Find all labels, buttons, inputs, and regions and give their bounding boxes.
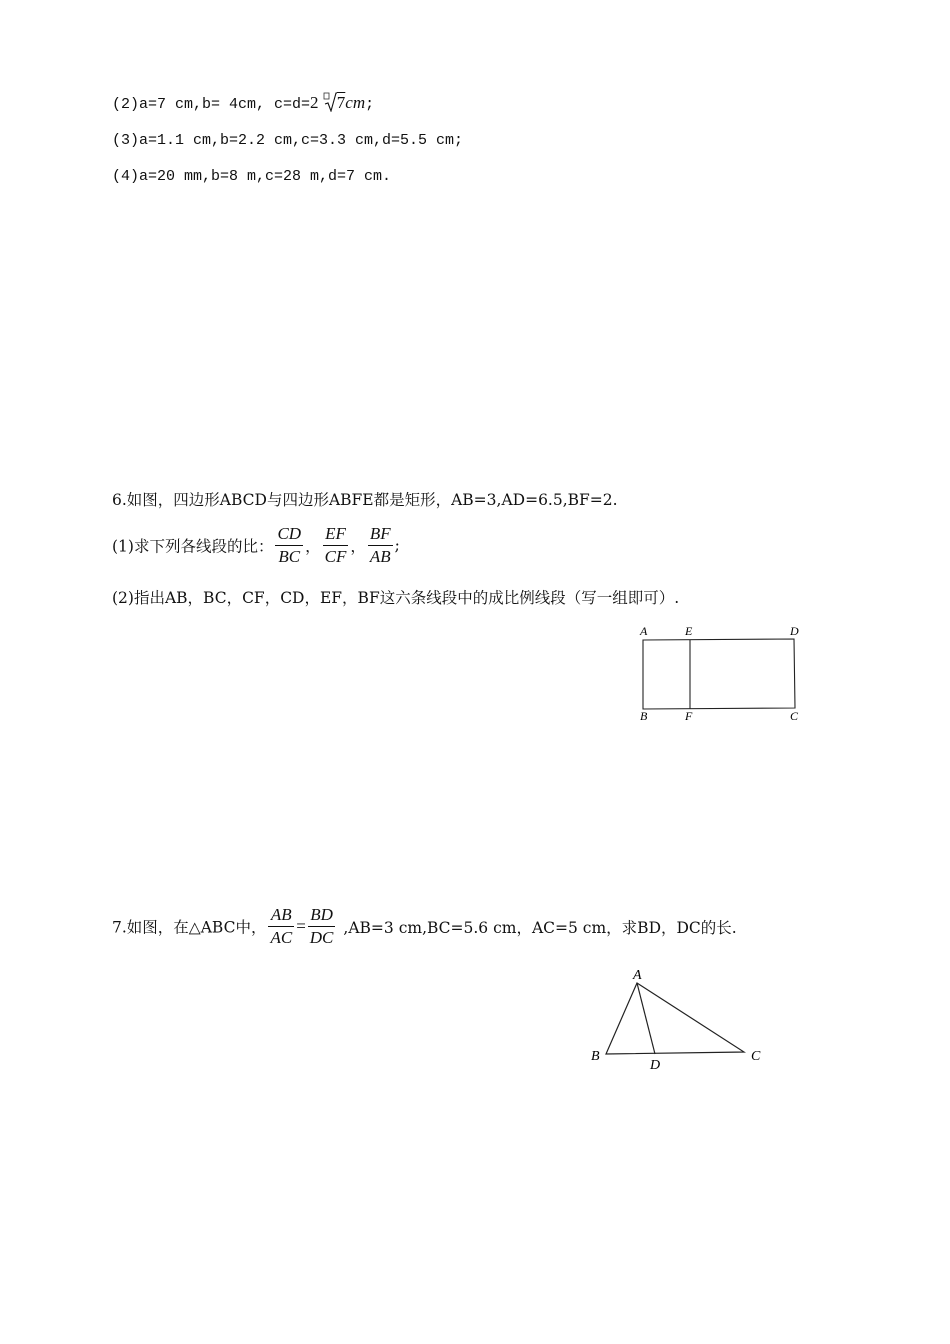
q6-stem: 6.如图，四边形ABCD与四边形ABFE都是矩形，AB=3,AD=6.5,BF=2.	[112, 491, 618, 509]
triangle-abc	[606, 983, 744, 1054]
q5-item-2	[112, 92, 374, 113]
q7-suffix: ,AB=3 cm,BC=5.6 cm，AC=5 cm，求BD，DC的长.	[343, 918, 737, 937]
triangle-figure	[582, 960, 772, 1075]
q5-item-2-text: (2)a=7 cm,b= 4cm, c=d=	[112, 96, 311, 113]
segment-ad	[637, 983, 655, 1054]
label-c: C	[751, 1049, 761, 1064]
label-b: B	[640, 709, 648, 723]
equals-sign: =	[296, 916, 306, 936]
fraction-numerator: CD	[275, 524, 303, 546]
q5-item-2-radicand: 7	[336, 93, 346, 112]
q7-prefix: 7.如图，在△ABC中，	[112, 918, 267, 937]
q6-part-2: (2)指出AB，BC，CF，CD，EF，BF这六条线段中的成比例线段（写一组即可）.	[112, 589, 680, 607]
label-a: A	[633, 968, 642, 983]
label-c: C	[790, 709, 799, 723]
q5-item-2-end: ;	[365, 96, 375, 113]
label-b: B	[591, 1049, 600, 1064]
q5-item-2-unit: cm	[345, 93, 366, 112]
label-d: D	[790, 624, 799, 638]
label-e: E	[685, 624, 693, 638]
q6-part-1	[112, 524, 400, 567]
q6-part-1-end: ;	[394, 536, 400, 555]
label-f: F	[685, 709, 693, 723]
fraction-denominator: CF	[324, 547, 347, 566]
fraction-bd-dc	[308, 905, 336, 948]
fraction-numerator: EF	[323, 524, 349, 546]
fraction-denominator: BC	[278, 547, 301, 566]
rectangle-abcd	[643, 639, 795, 709]
fraction-numerator: BF	[368, 524, 393, 546]
label-d: D	[650, 1058, 661, 1073]
q7-stem	[112, 905, 737, 948]
rectangle-figure	[630, 620, 815, 730]
fraction-separator: ，	[305, 537, 321, 556]
q5-item-2-coef: 2	[310, 93, 319, 112]
fraction-denominator: AC	[270, 928, 293, 947]
label-a: A	[640, 624, 648, 638]
fraction-separator: ，	[350, 537, 366, 556]
radical-sign-icon	[319, 93, 337, 112]
fraction-cd-bc	[275, 524, 303, 567]
fraction-ef-cf	[323, 524, 349, 567]
q6-part-1-prefix: (1)求下列各线段的比：	[112, 537, 274, 556]
fraction-denominator: AB	[369, 547, 391, 566]
cube-root-icon	[323, 92, 337, 112]
fraction-ab-ac	[268, 905, 294, 948]
fraction-numerator: BD	[308, 905, 336, 927]
q5-item-3: (3)a=1.1 cm,b=2.2 cm,c=3.3 cm,d=5.5 cm;	[112, 132, 464, 149]
fraction-bf-ab	[368, 524, 393, 567]
fraction-denominator: DC	[309, 928, 334, 947]
fraction-numerator: AB	[268, 905, 294, 927]
q5-item-4: (4)a=20 mm,b=8 m,c=28 m,d=7 cm.	[112, 168, 392, 185]
